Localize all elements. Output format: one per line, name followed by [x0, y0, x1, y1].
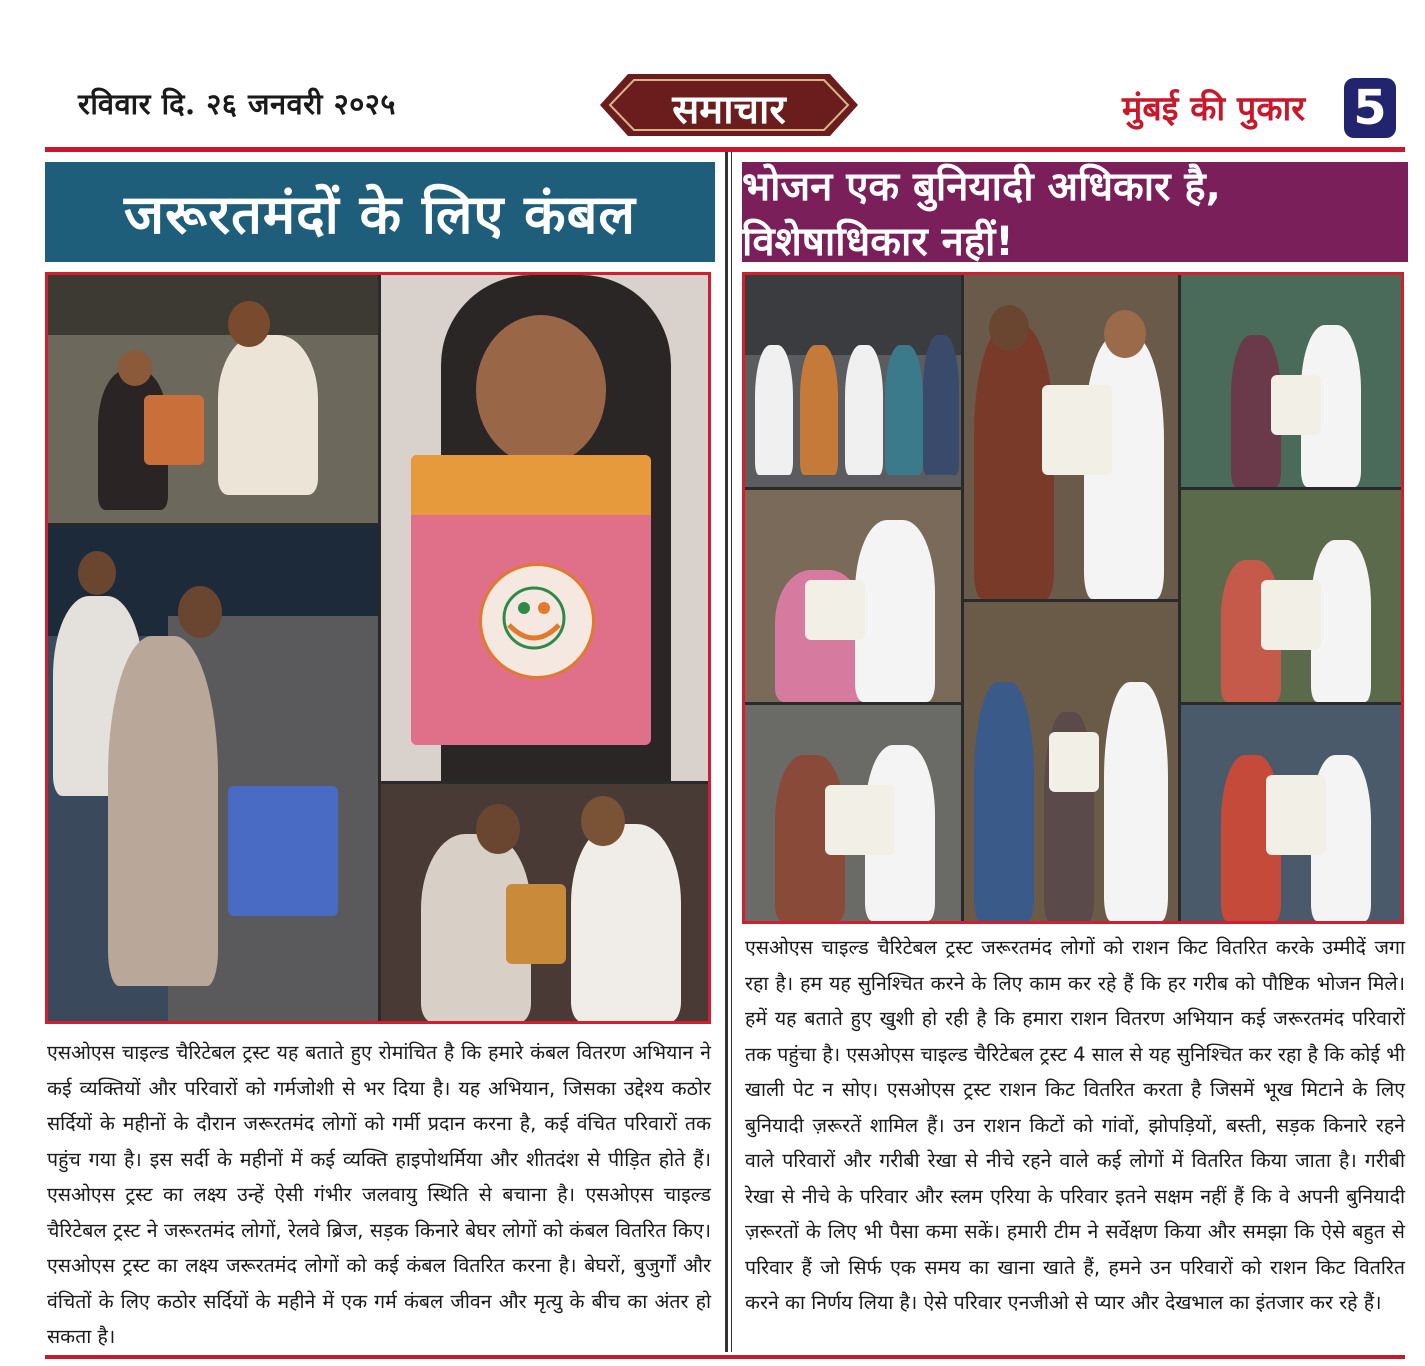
ration-kit-photo-collage — [742, 272, 1404, 924]
photo-child-with-blanket — [381, 275, 711, 781]
photo-ration-street-2 — [1181, 705, 1401, 921]
column-divider — [725, 152, 728, 1352]
left-article-body: एसओएस चाइल्ड चैरिटेबल ट्रस्ट यह बताते हुए रोमांचित है कि हमारे कंबल वितरण अभियान ने कई व्यक्तियों और परिवारों को गर्मजोशी से भर दिया है। यह अभियान, जिसका उद्देश्य कठोर सर्दियों के महीनों के दौरान जरूरतमंद लोगों को गर्मी प्रदान करना है, कई वंचित परिवारों तक पहुंच गया है। इस सर्दी के महीनों में कई व्यक्ति हाइपोथर्मिया और शीतदंश से पीड़ित होते हैं। एसओएस ट्रस्ट का लक्ष्य उन्हें ऐसी गंभीर जलवायु स्थिति से बचाना है। एसओएस चाइल्ड चैरिटेबल ट्रस्ट ने जरूरतमंद लोगों, रेलवे ब्रिज, सड़क किनारे बेघर लोगों को कंबल वितरित किए। एसओएस ट्रस्ट का लक्ष्य जरूरतमंद लोगों को कई कंबल वितरित करना है। बेघरों, बुजुर्गों और वंचितों के लिए कठोर सर्दियों के महीने में एक गर्म कंबल जीवन और मृत्यु के बीच का अंतर हो सकता है। — [47, 1041, 711, 1348]
issue-date: रविवार दि. २६ जनवरी २०२५ — [78, 87, 396, 121]
right-headline: भोजन एक बुनियादी अधिकार है, विशेषाधिकार नहीं! — [742, 162, 1408, 262]
bottom-rule — [45, 1355, 1405, 1359]
photo-ration-elderly-woman — [745, 705, 961, 921]
photo-ration-woman-1 — [964, 275, 1178, 599]
photo-ration-seated-woman — [745, 490, 961, 702]
left-headline: जरूरतमंदों के लिए कंबल — [45, 162, 715, 262]
photo-ration-street-1 — [1181, 490, 1401, 702]
photo-ration-group — [745, 275, 961, 487]
page-number-badge: 5 — [1344, 78, 1396, 138]
photo-roadside-distribution — [48, 526, 378, 1022]
section-title: समाचार — [672, 87, 786, 133]
newspaper-name: मुंबई की पुकार — [1122, 89, 1306, 129]
photo-volunteer-handover — [381, 784, 711, 1022]
section-banner — [600, 70, 858, 140]
photo-blanket-night-street — [48, 275, 378, 523]
column-divider-thin — [731, 152, 732, 1352]
blanket-distribution-photo-collage — [45, 272, 711, 1024]
trust-seal-icon — [479, 563, 589, 673]
right-article-body: एसओएस चाइल्ड चैरिटेबल ट्रस्ट जरूरतमंद लोगों को राशन किट वितरित करके उम्मीदें जगा रहा है। हम यह सुनिश्चित करने के लिए काम कर रहे हैं कि हर गरीब को पौष्टिक भोजन मिले। हमें यह बताते हुए खुशी हो रही है कि हमारा राशन वितरण अभियान कई जरूरतमंद परिवारों तक पहुंचा है। एसओएस चाइल्ड चैरिटेबल ट्रस्ट 4 साल से यह सुनिश्चित कर रहा है कि कोई भी खाली पेट न सोए। एसओएस ट्रस्ट राशन किट वितरित करता है जिसमें भूख मिटाने के लिए बुनियादी ज़रूरतें शामिल हैं। उन राशन किटों को गांवों, झोपड़ियों, बस्ती, सड़क किनारे रहने वाले परिवारों और गरीबी रेखा से नीचे रहने वाले कई लोगों में वितरित किया जाता है। गरीबी रेखा से नीचे के परिवार और स्लम एरिया के परिवार इतने सक्षम नहीं हैं कि वे अपनी बुनियादी ज़रूरतों के लिए भी पैसा कमा सकें। हमारी टीम ने सर्वेक्षण किया और समझा कि ऐसे बहुत से परिवार हैं जो सिर्फ एक समय का खाना खाते हैं, हमने उन परिवारों को राशन किट वितरित करने का निर्णय लिया है। ऐसे परिवार एनजीओ से प्यार और देखभाल का इंतजार कर रहे हैं। — [745, 936, 1405, 1314]
photo-ration-woman-2 — [1181, 275, 1401, 487]
photo-ration-team — [964, 602, 1178, 921]
